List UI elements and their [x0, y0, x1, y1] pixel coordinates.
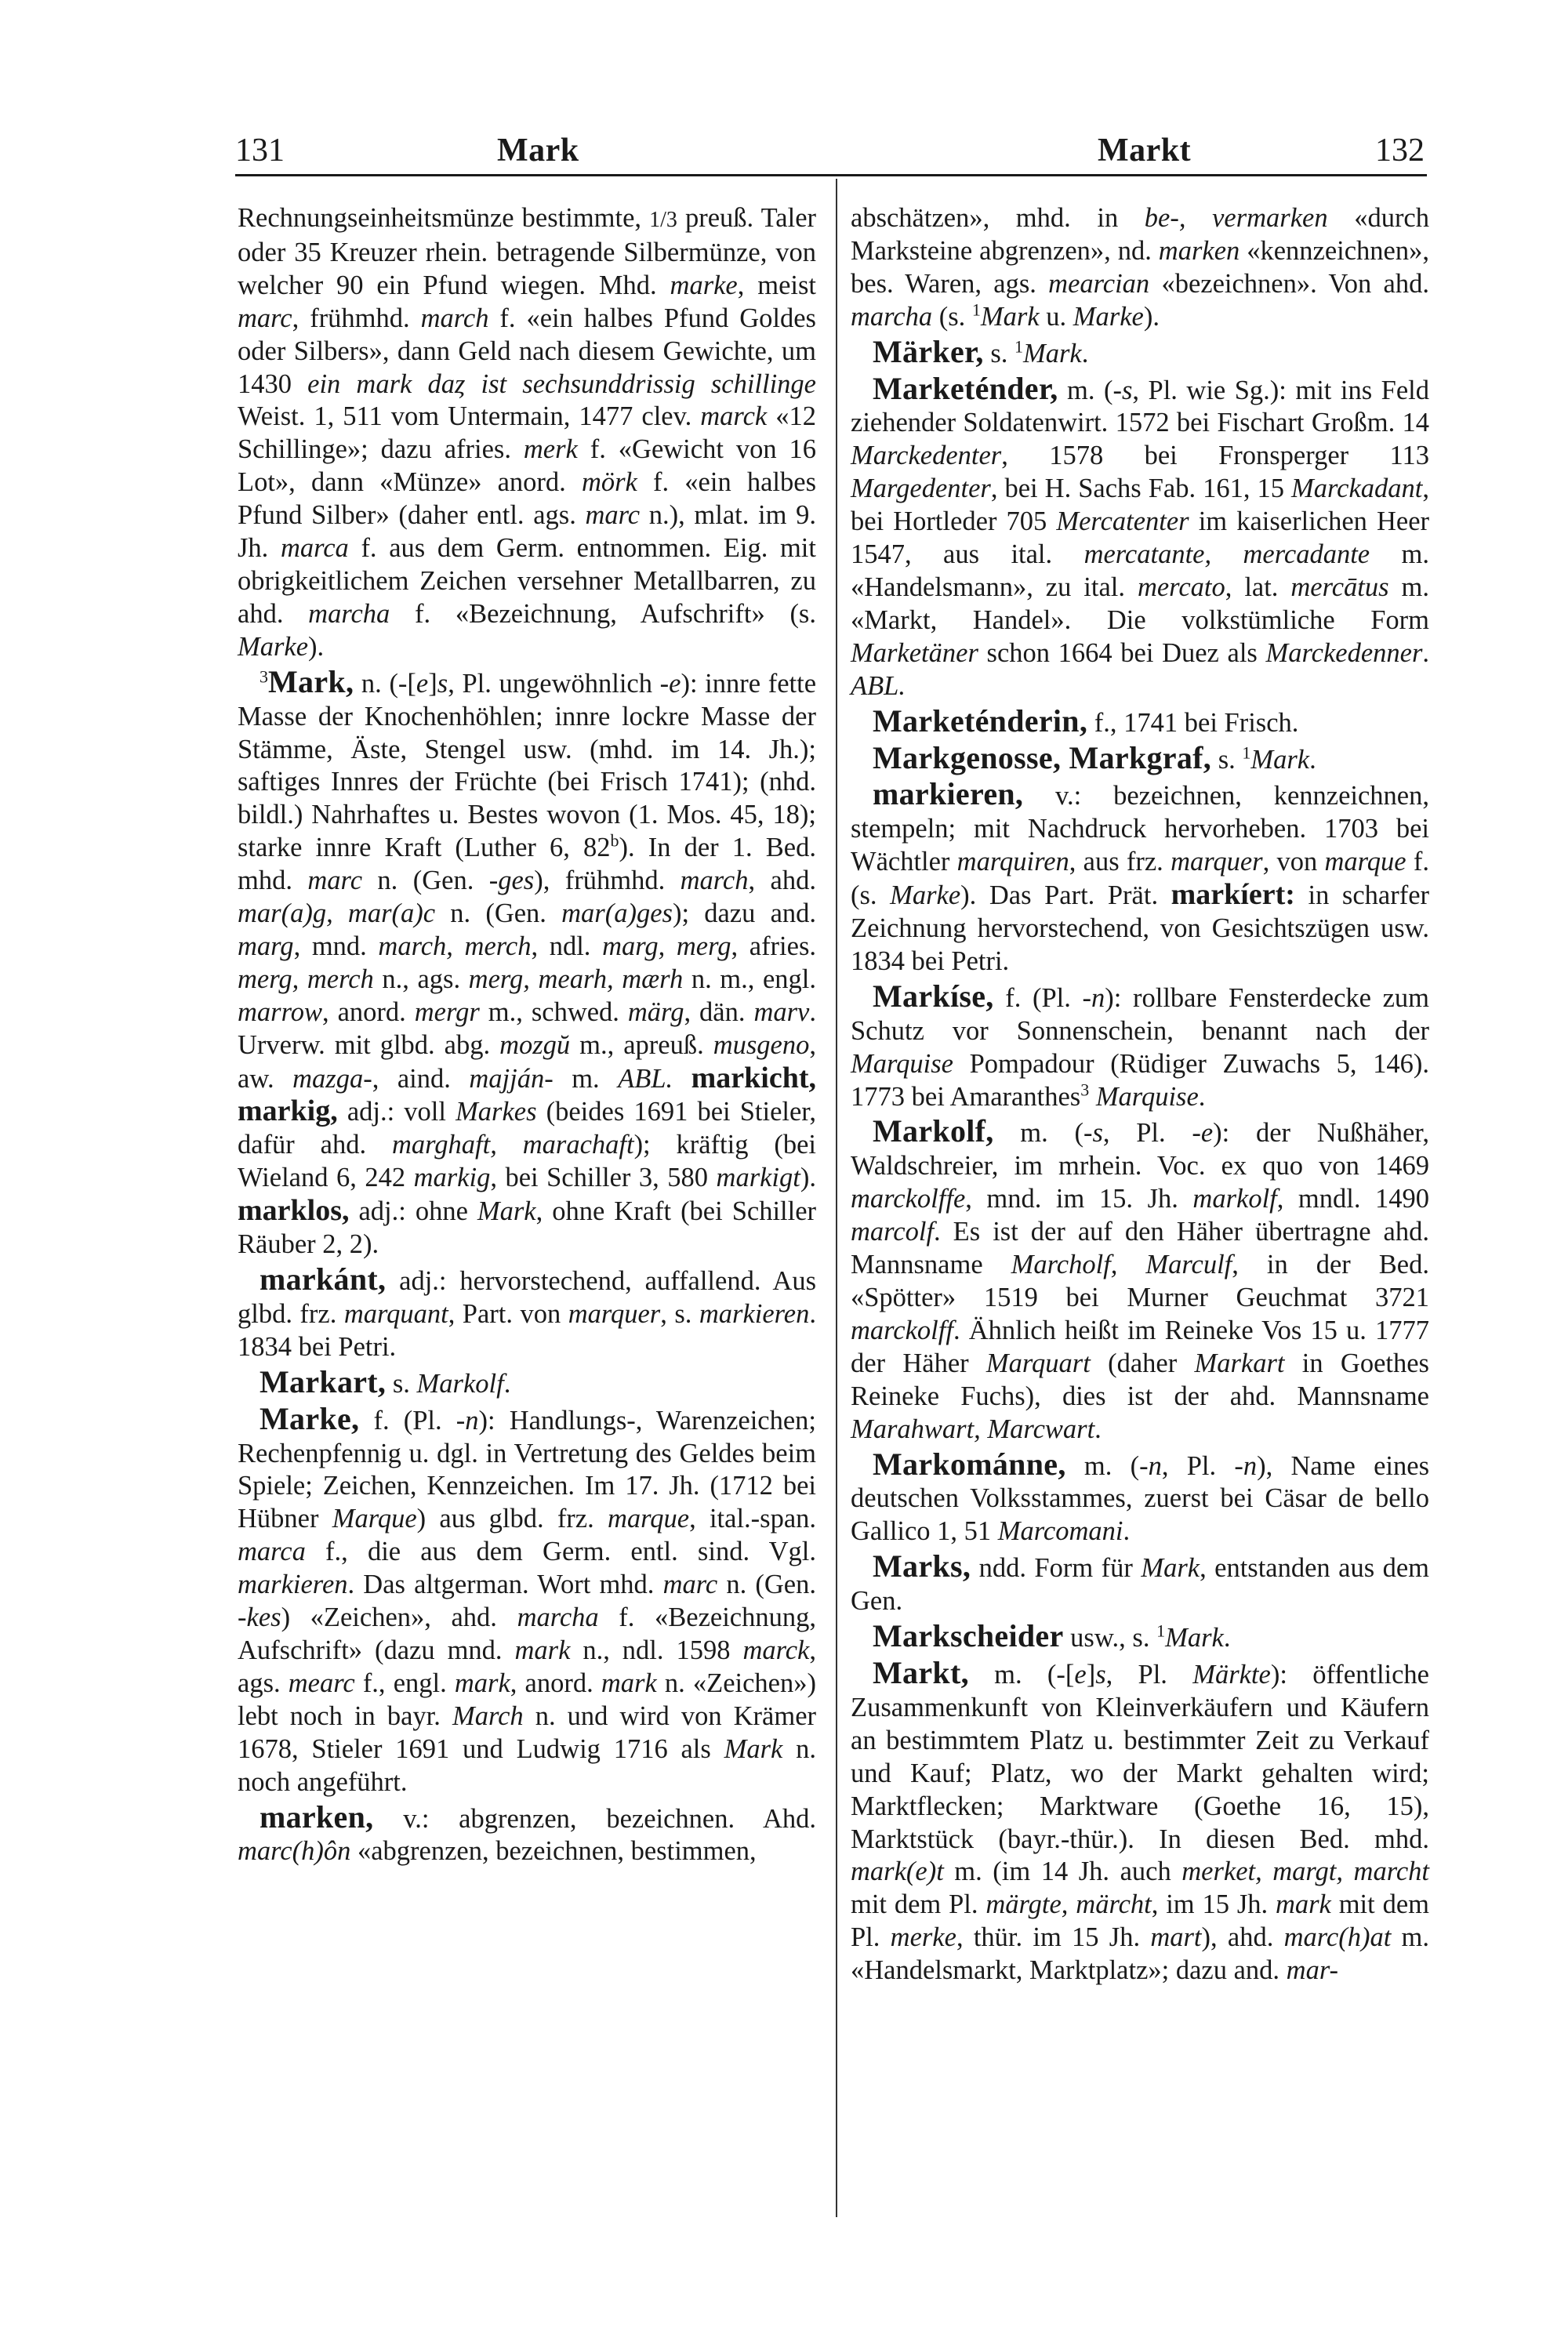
text-run: (daher [1090, 1348, 1195, 1378]
text-run: , von [1262, 847, 1325, 877]
left-column [238, 202, 816, 1868]
text-run: mit dem Pl. [851, 1889, 1429, 1953]
italic-text: Marquise [851, 1048, 953, 1079]
text-run: , ndl. [531, 931, 603, 961]
italic-text: merke [890, 1922, 956, 1953]
text-run: v.: abgrenzen, bezeichnen. Ahd. [373, 1803, 816, 1834]
italic-text: merg, merch [238, 964, 374, 994]
superscript: 3 [1080, 1080, 1090, 1100]
text-run: s. [983, 338, 1015, 368]
text-run: , aind. [372, 1063, 470, 1094]
italic-text: Marketäner [851, 637, 978, 668]
headword: Markíse, [873, 978, 994, 1014]
italic-text: mercatante, mercadante [1083, 539, 1370, 570]
text-run: f. «Gewicht von 16 Lot», dann «Münze» anord. [238, 434, 816, 498]
italic-text: mark [514, 1635, 571, 1665]
text-run: . [1422, 637, 1429, 668]
italic-text: n [1091, 982, 1105, 1013]
text-run: . Ähnlich heißt im Reineke Vos 15 u. 1777 der Häher [851, 1315, 1429, 1378]
italic-text: markolf [1192, 1184, 1277, 1214]
entry-marken-continued [851, 202, 1429, 334]
running-head-left: Mark [497, 132, 579, 169]
italic-text: Mark [1141, 1553, 1200, 1584]
text-run: , Pl. - [1161, 1450, 1243, 1481]
text-run: ); kräftig (bei Wieland 6, 242 [238, 1130, 816, 1193]
text-run: . 1834 bei Petri. [238, 1298, 816, 1362]
text-run: , meist [737, 270, 816, 300]
entry-marke [238, 1400, 817, 1799]
entry-marketender [851, 372, 1429, 703]
italic-text: markig [413, 1163, 491, 1193]
italic-text: marg, merg [602, 931, 731, 961]
superscript: b [610, 830, 619, 851]
italic-text: Marcholf, Marculf [1011, 1250, 1232, 1280]
text-run: n. (Gen. [435, 898, 562, 929]
italic-text: march [680, 866, 749, 896]
text-run: m., apreuß. [570, 1029, 713, 1060]
text-run: . [1198, 1081, 1206, 1112]
text-run: m. «Handelsmarkt, Marktplatz»; dazu and. [851, 1922, 1429, 1986]
text-run: . [1094, 1414, 1102, 1444]
text-run: f. (Pl. - [993, 982, 1092, 1013]
italic-text: kes [246, 1602, 281, 1633]
text-run: , afries. [731, 931, 816, 961]
headword: markicht, markig, [238, 1061, 817, 1128]
text-run: f. (s. [851, 847, 1429, 911]
text-run: ). [308, 631, 325, 662]
text-run: , bei H. Sachs Fab. 161, 15 [990, 474, 1292, 504]
text-run: , Pl. wie Sg.): mit ins Feld ziehender Soldatenwirt. 1572 bei Fischart Großm. 14 [851, 375, 1429, 438]
text-run: , mnd. [293, 931, 379, 961]
italic-text: Margedenter [851, 474, 991, 504]
italic-text: Mark [724, 1733, 783, 1764]
text-run: . [503, 1368, 511, 1399]
text-run: s. [1211, 744, 1243, 775]
superscript: 1 [1242, 742, 1251, 762]
italic-text: marke [670, 270, 738, 300]
italic-text: marck [742, 1635, 810, 1665]
italic-text: marquiren [956, 847, 1069, 877]
text-run: , in der Bed. «Spötter» 1519 bei Murner Geuchmat 3721 [851, 1250, 1429, 1312]
text-run: ). [800, 1163, 816, 1193]
italic-text: marg [238, 931, 294, 961]
italic-text: Mercatenter [1056, 506, 1189, 537]
headword: Mark, [268, 663, 354, 699]
text-run: ), Name eines deutschen Volksstammes, zuerst bei Cäsar de bello Gallico 1, 51 [851, 1450, 1429, 1547]
italic-text: mozgŭ [499, 1029, 571, 1060]
italic-text: merk [523, 434, 578, 465]
italic-text: Markes [456, 1097, 537, 1127]
text-run: , 1578 bei Fronsperger 113 [1001, 441, 1429, 471]
text-run: m. (- [1058, 375, 1122, 405]
text-run: «durch Marksteine abgrenzen», nd. [851, 203, 1429, 266]
entry-marks [851, 1550, 1429, 1618]
italic-text: Mark [1165, 1623, 1224, 1653]
italic-text: be-, vermarken [1144, 203, 1328, 233]
text-run: mit dem Pl. [851, 1889, 986, 1920]
text-run: , lat. [1225, 572, 1291, 602]
italic-text: n [1148, 1450, 1162, 1481]
italic-text: Mark [477, 1196, 536, 1227]
italic-text: n [1243, 1450, 1258, 1481]
italic-text: mar- [1286, 1955, 1339, 1986]
headword: Marks, [873, 1548, 971, 1584]
text-run: f., die aus dem Germ. entl. sind. Vgl. [305, 1537, 816, 1567]
text-run: s. [386, 1368, 417, 1399]
text-run: . [1081, 338, 1089, 368]
italic-text: marque [607, 1504, 690, 1534]
headword: Markolf, [873, 1113, 994, 1149]
text-run: abschätzen», mhd. in [851, 203, 1145, 233]
italic-text: e [669, 668, 681, 699]
text-run: ndd. Form für [971, 1553, 1142, 1584]
text-run: m. (im 14 Jh. auch [943, 1857, 1182, 1887]
italic-text: ges [498, 866, 535, 896]
text-run: preuß. Taler oder 35 Kreuzer rhein. betragende Silbermünze, von welcher 90 ein Pfund wiegen. Mhd. [238, 203, 817, 300]
text-run: , bei Schiller 3, 580 [490, 1163, 717, 1193]
italic-text: Märkte [1192, 1659, 1271, 1690]
text-run: «bezeichnen». Von ahd. [1149, 268, 1429, 299]
text-run: f. (Pl. - [359, 1405, 466, 1436]
italic-text: Marquise [1095, 1081, 1199, 1112]
italic-text: marquer [1171, 847, 1263, 877]
headword: marken, [260, 1798, 374, 1835]
italic-text: s [437, 668, 448, 699]
header-rule [235, 174, 1427, 176]
text-run [673, 1064, 691, 1094]
text-run: n. «Zeichen») lebt noch in bayr. [238, 1668, 816, 1731]
italic-text: Marke [238, 631, 309, 662]
text-run: , Pl. ungewöhnlich - [448, 668, 670, 699]
entry-markant [238, 1263, 816, 1364]
text-run: , ags. [238, 1635, 816, 1698]
text-run: usw., s. [1063, 1623, 1157, 1653]
italic-text: Marahwart, Marcwart [851, 1414, 1095, 1444]
entry-markieren [851, 778, 1429, 978]
italic-text: mark [601, 1668, 657, 1698]
italic-text: marcolf [851, 1217, 935, 1247]
text-run: , ital.-span. [689, 1504, 817, 1534]
text-run: , ahd. [748, 866, 816, 896]
entry-markise [851, 980, 1429, 1114]
text-run: n. (Gen. - [238, 1570, 816, 1633]
italic-text: Markart [1194, 1348, 1285, 1378]
italic-text: marck [700, 401, 768, 432]
text-run: u. [1039, 301, 1073, 332]
headword: Markt, [873, 1654, 969, 1690]
italic-text: mercātus [1290, 572, 1389, 602]
italic-text: marv [753, 996, 810, 1027]
text-run: , frühmhd. [292, 303, 421, 333]
superscript: 1 [1014, 336, 1024, 357]
entry-markolf [851, 1115, 1429, 1446]
text-run: ) aus glbd. frz. [416, 1504, 608, 1534]
italic-text: Mark [1250, 744, 1310, 775]
text-run: f., engl. [354, 1668, 455, 1698]
text-run: , mndl. 1490 [1276, 1184, 1430, 1214]
italic-text: mazga- [292, 1063, 372, 1094]
text-run [1089, 1082, 1096, 1112]
italic-text: marc(h)at [1283, 1922, 1392, 1953]
italic-text: ABL. [618, 1063, 673, 1094]
italic-text: marcha [851, 301, 933, 332]
text-run: n. (Gen. - [362, 866, 499, 896]
text-run: m. (- [1065, 1450, 1149, 1481]
text-run: n. und wird von Krämer 1678, Stieler 1691 und Ludwig 1716 als [238, 1700, 816, 1764]
text-run: , bei Hortleder 705 [851, 474, 1429, 537]
italic-text: Marke [1073, 301, 1144, 332]
headword: markánt, [260, 1261, 387, 1297]
text-run: ), ahd. [1201, 1922, 1284, 1953]
text-run: ): Handlungs-, Warenzeichen; Rechenpfennig u. dgl. in Vertretung des Geldes beim Spiele; Zeichen, Kennzeichen. Im 17. Jh. (1712 bei Hübner [238, 1405, 816, 1534]
italic-text: mark [1275, 1889, 1331, 1920]
text-run: n., ndl. 1598 [570, 1635, 743, 1665]
text-run: «kennzeichnen», bes. Waren, ags. [851, 235, 1429, 299]
italic-text: marca [280, 533, 349, 564]
text-run: . [1309, 744, 1316, 775]
headword: Marketénderin, [873, 702, 1088, 739]
text-run: n., ags. [373, 964, 469, 994]
column-divider [836, 179, 837, 2217]
superscript: 1 [1156, 1621, 1166, 1641]
italic-text: Mark [1023, 338, 1082, 368]
italic-text: marquant [343, 1298, 448, 1329]
italic-text: March [452, 1700, 524, 1731]
italic-text: mar(a)ges [561, 898, 673, 929]
italic-text: Marckedenner [1265, 637, 1423, 668]
italic-text: marc(h)ôn [238, 1836, 351, 1867]
text-run: «abgrenzen, bezeichnen, bestimmen, [350, 1836, 757, 1867]
text-run: , anord. [510, 1668, 601, 1698]
text-run: ] [428, 668, 437, 699]
text-run: f. «Bezeichnung, Aufschrift» (s. [390, 598, 816, 629]
headword: Marke, [260, 1400, 360, 1436]
text-run: ); dazu and. [672, 898, 817, 929]
italic-text: mark(e)t [851, 1857, 944, 1887]
italic-text: marcha [308, 598, 390, 629]
text-run: , Pl. - [1102, 1118, 1201, 1149]
entry-marketenderin [851, 702, 1429, 740]
entry-marken [238, 1798, 816, 1869]
superscript: 1 [971, 299, 981, 320]
italic-text: mark [454, 1668, 510, 1698]
italic-text: Marke [890, 880, 961, 911]
entry-markgenosse [851, 739, 1429, 777]
text-run: adj.: voll [337, 1097, 456, 1127]
entry-mark-3 [238, 663, 817, 1261]
page-number-right: 132 [1375, 132, 1425, 169]
italic-text: ein mark daȥ ist sechsunddrissig schillinge [307, 368, 816, 399]
text-run: 1/3 [649, 208, 677, 232]
headword: Markscheider [873, 1618, 1064, 1654]
italic-text: marc [307, 866, 363, 896]
text-run: f. «ein halbes Pfund Silber» (daher entl. ags. [238, 467, 816, 531]
text-run: , Part. von [448, 1298, 568, 1329]
text-run: ) «Zeichen», ahd. [281, 1602, 517, 1633]
text-run: in Goethes Reineke Fuchs), dies ist der ahd. Mannsname [851, 1348, 1429, 1411]
text-run: adj.: ohne [349, 1196, 477, 1227]
entry-markscheider [851, 1620, 1429, 1655]
text-run: , anord. [322, 996, 415, 1027]
running-head-right: Markt [1098, 132, 1192, 169]
italic-text: e [1074, 1659, 1087, 1690]
text-run: , entstanden aus dem Gen. [851, 1553, 1429, 1617]
italic-text: markieren [238, 1570, 348, 1600]
text-run: v.: bezeichnen, kennzeichnen, stempeln; mit Nachdruck hervorheben. 1703 bei Wächtler [851, 781, 1429, 877]
text-run: ). [1143, 301, 1160, 332]
italic-text: n [465, 1405, 479, 1436]
text-run: ), frühmhd. [534, 866, 681, 896]
italic-text: marque [1324, 847, 1406, 877]
italic-text: march [420, 303, 489, 333]
italic-text: marc [585, 500, 641, 531]
italic-text: marrow [238, 996, 322, 1027]
right-column [851, 202, 1429, 1987]
italic-text: marckolffe [851, 1184, 966, 1214]
italic-text: Marcomani [997, 1516, 1123, 1547]
text-run: , ohne Kraft (bei Schiller Räuber 2, 2). [238, 1196, 817, 1260]
text-run: . Es ist der auf den Häher übertragne ahd. Mannsname [851, 1217, 1429, 1280]
headword: Marketénder, [873, 370, 1058, 406]
text-run: f. «Bezeichnung, Aufschrift» (dazu mnd. [238, 1602, 816, 1665]
italic-text: s [1121, 375, 1133, 405]
italic-text: marcha [517, 1602, 599, 1633]
text-run: ). Das Part. Prät. [960, 880, 1171, 911]
text-run: , aw. [238, 1029, 816, 1094]
page-number-left: 131 [235, 132, 285, 169]
text-run: m. «Handelsmann», zu ital. [851, 539, 1429, 602]
italic-text: e [416, 668, 429, 699]
italic-text: mearc [288, 1668, 355, 1698]
italic-text: e [1200, 1118, 1214, 1149]
text-run: adj.: hervorstechend, auffallend. Aus glbd. frz. [238, 1266, 816, 1329]
text-run: , s. [660, 1298, 699, 1329]
italic-text: marca [238, 1537, 306, 1567]
text-run: m. (-[ [968, 1659, 1075, 1690]
text-run: schon 1664 bei Duez als [978, 637, 1266, 668]
text-run: (s. [932, 301, 972, 332]
text-run: n. (-[ [354, 668, 416, 699]
text-run: Weist. 1, 511 vom Untermain, 1477 clev. [238, 401, 701, 432]
italic-text: marquer [568, 1298, 661, 1329]
italic-text: mar(a)g, mar(a)c [238, 898, 436, 929]
italic-text: Marckedenter [851, 441, 1002, 471]
text-run: ): innre fette Masse der Knochenhöhlen; innre lockre Masse der Stämme, Äste, Stengel usw. (mhd. im 14. Jh.); saftiges Innres der Früchte (bei Frisch 1741); (nhd. bildl.) Nahrhaftes u. Bestes wovon (1. Mos. 45, 18); starke innre Kraft (Luther 6, 82 [238, 668, 817, 863]
text-run: , im 15 Jh. [1151, 1889, 1276, 1920]
italic-text: markieren [699, 1298, 810, 1329]
headword: marklos, [238, 1194, 350, 1228]
italic-text: märgte, märcht [985, 1889, 1152, 1920]
text-run: , dän. [684, 996, 754, 1027]
italic-text: mercato [1137, 572, 1225, 602]
italic-text: Marquart [985, 1348, 1091, 1378]
italic-text: markigt [716, 1163, 800, 1193]
text-run: , mnd. im 15. Jh. [965, 1184, 1193, 1214]
italic-text: marc [662, 1570, 718, 1600]
text-run: ). In der 1. Bed. mhd. [238, 833, 816, 896]
entry-mark-continued [238, 202, 816, 664]
text-run: ] [1086, 1659, 1096, 1690]
text-run: m., schwed. [479, 996, 628, 1027]
headword: Märker, [873, 333, 984, 369]
text-run: ): öffentliche Zusammenkunft von Kleinverkäufern und Käufern an bestimmtem Platz u. bestimmter Zeit zu Verkauf und Kauf; Platz, wo der Markt gehalten wird; Marktflecken; Marktware (Goethe 16, 15), Marktstück (bayr.-thür.). In diesen Bed. mhd. [851, 1659, 1429, 1854]
italic-text: musgeno [713, 1029, 810, 1060]
italic-text: mörk [581, 467, 637, 498]
italic-text: marckolff [851, 1315, 953, 1345]
italic-text: marken [1158, 235, 1240, 266]
italic-text: ABL. [851, 670, 906, 701]
text-run: ): rollbare Fensterdecke zum Schutz vor Sonnenschein, benannt nach der [851, 982, 1429, 1046]
text-run: f. aus dem Germ. entnommen. Eig. mit obrigkeitlichem Zeichen versehner Metallbarren, zu ahd. [238, 533, 816, 629]
text-run: n.), mlat. im 9. Jh. [238, 500, 816, 564]
headword: markieren, [873, 776, 1024, 812]
text-run: (beides 1691 bei Stieler, dafür ahd. [238, 1097, 817, 1160]
text-run: m. (- [993, 1118, 1093, 1149]
text-run: in scharfer Zeichnung hervorstechend, von Gesichtszügen usw. 1834 bei Petri. [851, 880, 1429, 976]
text-run: Rechnungseinheitsmünze bestimmte, [238, 203, 650, 233]
italic-text: march, merch [378, 931, 532, 961]
headword: Markománne, [873, 1446, 1066, 1482]
entry-markart [238, 1363, 816, 1401]
italic-text: marghaft, marachaft [392, 1130, 634, 1160]
text-run: f., 1741 bei Frisch. [1087, 707, 1299, 738]
text-run: , Pl. [1105, 1659, 1193, 1690]
text-run: m. [553, 1063, 619, 1094]
text-run: m. «Markt, Handel». Die volkstümliche Form [851, 572, 1429, 635]
text-run: n. m., engl. [683, 964, 817, 994]
text-run: f. «ein halbes Pfund Goldes oder Silbers», dann Geld nach diesem Gewichte, um 1430 [238, 303, 816, 399]
headword: Markart, [260, 1363, 387, 1399]
text-run: n. noch angeführt. [238, 1733, 816, 1797]
italic-text: Marckadant [1291, 474, 1423, 504]
text-run: . Urverw. mit glbd. abg. [238, 996, 816, 1060]
entry-markomanne [851, 1448, 1429, 1549]
headword: Markgenosse, Markgraf, [873, 739, 1212, 775]
italic-text: Marque [332, 1504, 417, 1534]
text-run: ): der Nußhäher, Waldschreier, im mrhein. Voc. ex quo von 1469 [851, 1118, 1429, 1181]
text-run: «12 Schillinge»; dazu afries. [238, 401, 816, 465]
text-run: , thür. im 15 Jh. [956, 1922, 1151, 1953]
entry-maerker [851, 333, 1429, 371]
italic-text: s [1092, 1118, 1103, 1149]
text-run: , aus frz. [1069, 847, 1171, 877]
text-run: . [1223, 1623, 1231, 1653]
italic-text: marc [238, 303, 292, 333]
italic-text: mearcian [1048, 268, 1150, 299]
italic-text: Mark [980, 301, 1040, 332]
italic-text: merket, margt, marcht [1181, 1857, 1430, 1887]
italic-text: märg [627, 996, 684, 1027]
italic-text: Markolf [416, 1368, 504, 1399]
italic-text: majján- [469, 1063, 554, 1094]
superscript: 3 [260, 666, 268, 687]
text-run: im kaiserlichen Heer 1547, aus ital. [851, 506, 1430, 570]
italic-text: merg, mearh, mærh [468, 964, 684, 994]
text-run: Pompadour (Rüdiger Zuwachs 5, 146). 1773 bei Amaranthes [851, 1048, 1429, 1112]
text-run: . [1123, 1516, 1131, 1547]
italic-text: mergr [414, 996, 480, 1027]
italic-text: mart [1150, 1922, 1202, 1953]
text-run: . Das altgerman. Wort mhd. [347, 1570, 663, 1600]
italic-text: s [1095, 1659, 1106, 1690]
entry-markt [851, 1654, 1430, 1987]
headword: markíert: [1171, 878, 1295, 912]
